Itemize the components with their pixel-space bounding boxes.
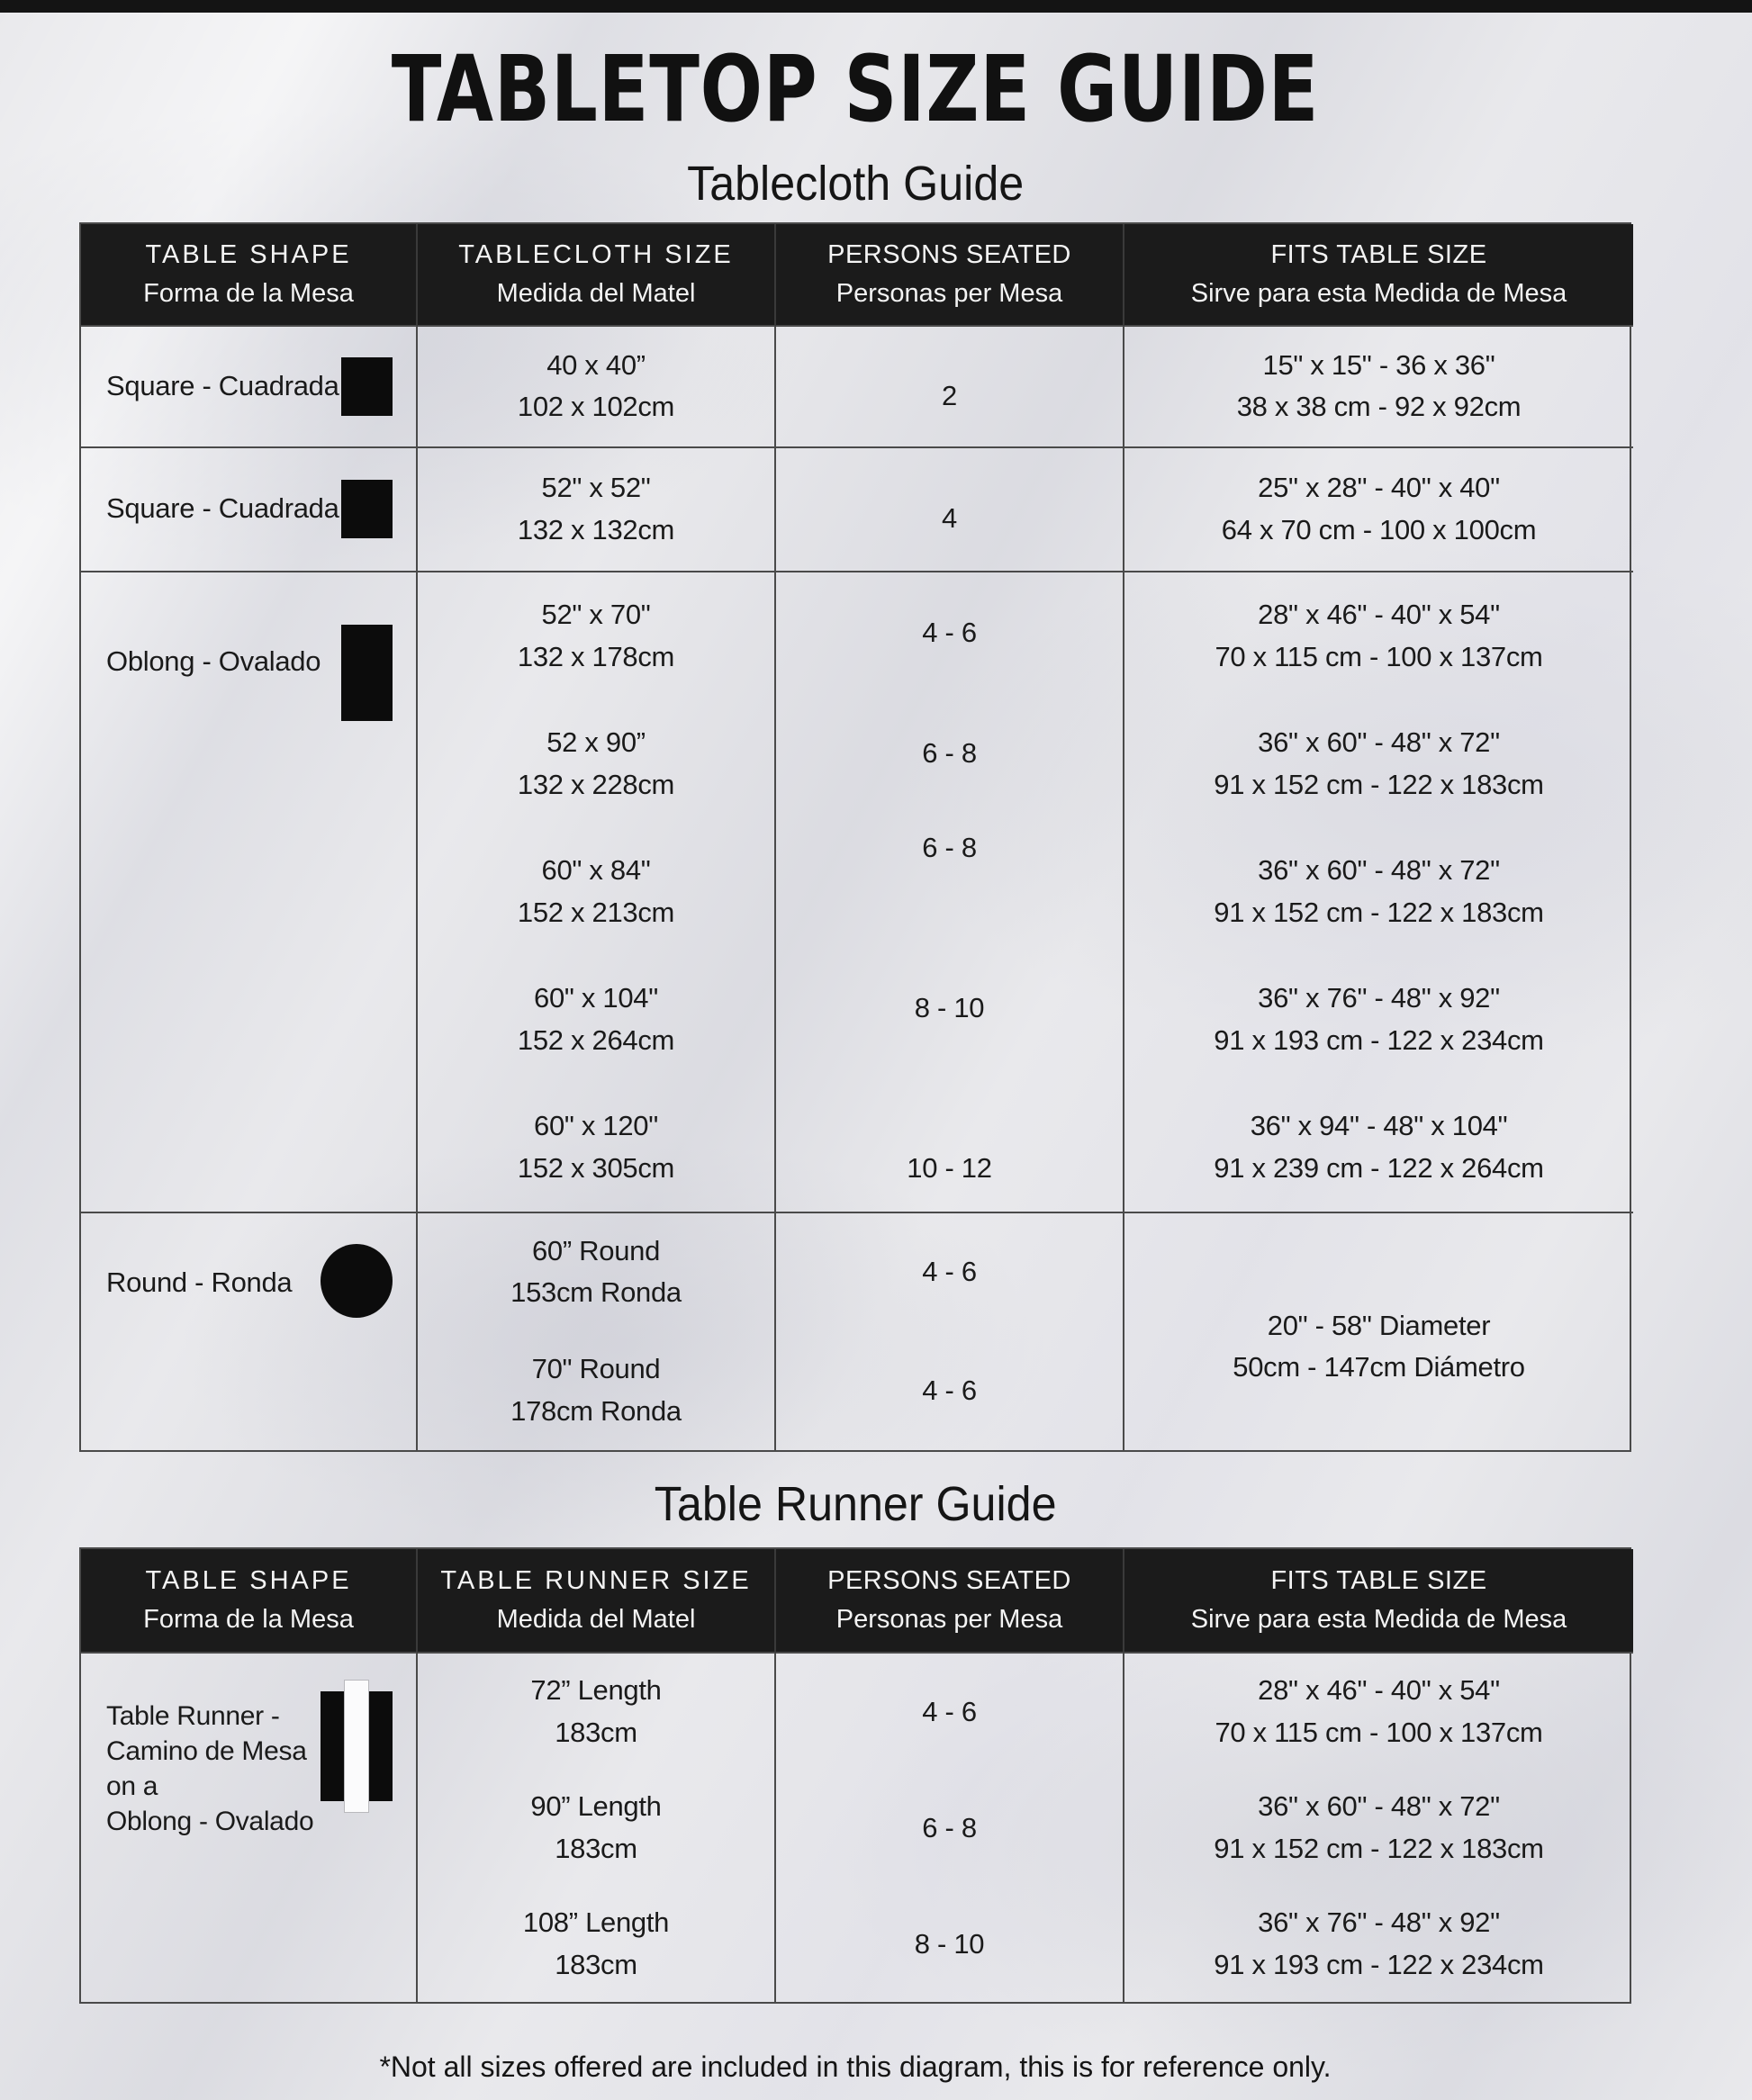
shape-label-line: Camino de Mesa bbox=[106, 1736, 307, 1767]
fits-line: 38 x 38 cm - 92 x 92cm bbox=[1236, 391, 1522, 423]
persons-value: 8 - 10 bbox=[914, 1927, 985, 1960]
header-fits-table-size-es: Sirve para esta Medida de Mesa bbox=[1190, 1605, 1567, 1635]
size-entry bbox=[418, 1331, 774, 1450]
runner-icon bbox=[321, 1691, 393, 1801]
size-line: 153cm Ronda bbox=[510, 1276, 682, 1309]
page-title-text: TABLETOP SIZE GUIDE bbox=[391, 36, 1320, 143]
fits-line: 20" - 58" Diameter bbox=[1267, 1309, 1491, 1341]
shape-cell-square-2 bbox=[81, 448, 418, 572]
size-line: 102 x 102cm bbox=[517, 391, 675, 423]
fits-line: 36" x 76" - 48" x 92" bbox=[1258, 1906, 1500, 1939]
fits-entry bbox=[1124, 1084, 1633, 1212]
footnote: *Not all sizes offered are included in this diagram, this is for reference only. bbox=[379, 2050, 1332, 2084]
fits-cell bbox=[1124, 448, 1633, 572]
persons-value: 4 - 6 bbox=[922, 1374, 977, 1406]
header-fits-table-size bbox=[1124, 224, 1633, 327]
persons-value: 6 - 8 bbox=[922, 831, 977, 863]
header-persons-seated bbox=[776, 1549, 1124, 1654]
fits-line: 91 x 152 cm - 122 x 183cm bbox=[1214, 896, 1544, 928]
tablecloth-guide-title-text: Tablecloth Guide bbox=[686, 157, 1025, 212]
size-line: 60” Round bbox=[531, 1234, 661, 1266]
header-fits-table-size-en: FITS TABLE SIZE bbox=[1270, 239, 1487, 269]
persons-value: 2 bbox=[942, 379, 957, 411]
fits-entry bbox=[1124, 700, 1633, 828]
page-title bbox=[79, 36, 1631, 143]
fits-line: 91 x 239 cm - 122 x 264cm bbox=[1214, 1151, 1544, 1184]
size-line: 70" Round bbox=[531, 1353, 661, 1385]
shape-label-line: Oblong - Ovalado bbox=[106, 1807, 314, 1837]
fits-line: 91 x 193 cm - 122 x 234cm bbox=[1214, 1948, 1544, 1980]
header-persons-seated bbox=[776, 224, 1124, 327]
header-table-shape bbox=[81, 224, 418, 327]
header-persons-seated-es: Personas per Mesa bbox=[835, 278, 1063, 308]
fits-line: 91 x 152 cm - 122 x 183cm bbox=[1214, 1832, 1544, 1864]
header-table-shape-en: TABLE SHAPE bbox=[145, 239, 352, 269]
shape-label: Round - Ronda bbox=[106, 1266, 293, 1298]
size-entry bbox=[418, 828, 774, 956]
square-icon bbox=[341, 357, 393, 416]
persons-value: 4 - 6 bbox=[922, 1256, 977, 1288]
header-table-runner-size bbox=[418, 1549, 776, 1654]
runner-guide-title-text: Table Runner Guide bbox=[654, 1476, 1057, 1531]
fits-line: 36" x 60" - 48" x 72" bbox=[1258, 1790, 1500, 1823]
header-table-shape bbox=[81, 1549, 418, 1654]
size-entry bbox=[418, 956, 774, 1084]
size-cell bbox=[418, 1654, 776, 2002]
header-persons-seated-en: PERSONS SEATED bbox=[827, 239, 1071, 269]
size-line: 72” Length bbox=[530, 1674, 662, 1707]
size-line: 132 x 132cm bbox=[517, 513, 675, 545]
fits-line: 28" x 46" - 40" x 54" bbox=[1258, 1674, 1500, 1707]
size-entry bbox=[418, 1886, 774, 2002]
size-line: 152 x 264cm bbox=[517, 1023, 675, 1056]
persons-cell bbox=[776, 448, 1124, 572]
size-line: 183cm bbox=[555, 1716, 637, 1748]
size-entry bbox=[418, 700, 774, 828]
persons-cell bbox=[776, 327, 1124, 448]
tablecloth-guide-table bbox=[79, 222, 1631, 1452]
fits-entry bbox=[1124, 1654, 1633, 1770]
size-line: 132 x 178cm bbox=[517, 640, 675, 672]
fits-entry bbox=[1124, 1886, 1633, 2002]
header-table-runner-size-en: TABLE RUNNER SIZE bbox=[440, 1566, 752, 1596]
size-line: 183cm bbox=[555, 1948, 637, 1980]
header-table-shape-en: TABLE SHAPE bbox=[145, 1566, 352, 1596]
fits-entry bbox=[1124, 828, 1633, 956]
fits-line: 15" x 15" - 36 x 36" bbox=[1262, 348, 1495, 381]
fits-line: 36" x 94" - 48" x 104" bbox=[1250, 1110, 1508, 1142]
persons-value: 6 - 8 bbox=[922, 737, 977, 770]
persons-value: 10 - 12 bbox=[907, 1152, 992, 1185]
fits-line: 91 x 193 cm - 122 x 234cm bbox=[1214, 1023, 1544, 1056]
header-persons-seated-es: Personas per Mesa bbox=[835, 1605, 1063, 1635]
fits-line: 36" x 60" - 48" x 72" bbox=[1258, 854, 1500, 887]
persons-value: 4 - 6 bbox=[922, 616, 977, 648]
size-line: 152 x 305cm bbox=[517, 1151, 675, 1184]
size-line: 90” Length bbox=[530, 1790, 662, 1823]
shape-cell-round bbox=[81, 1213, 418, 1450]
size-line: 108” Length bbox=[522, 1906, 670, 1939]
size-line: 152 x 213cm bbox=[517, 896, 675, 928]
fits-line: 28" x 46" - 40" x 54" bbox=[1258, 599, 1500, 631]
fits-cell-merged bbox=[1124, 1213, 1633, 1450]
size-entry bbox=[418, 1213, 774, 1332]
fits-line: 64 x 70 cm - 100 x 100cm bbox=[1221, 513, 1537, 545]
persons-value: 4 bbox=[942, 502, 957, 535]
shape-label bbox=[106, 1679, 313, 1839]
size-line: 178cm Ronda bbox=[510, 1394, 682, 1427]
shape-cell-oblong bbox=[81, 572, 418, 1213]
persons-value: 8 - 10 bbox=[914, 991, 985, 1023]
shape-label-line: on a bbox=[106, 1771, 158, 1802]
fits-line: 50cm - 147cm Diámetro bbox=[1233, 1351, 1525, 1383]
size-line: 183cm bbox=[555, 1832, 637, 1864]
header-fits-table-size-es: Sirve para esta Medida de Mesa bbox=[1190, 278, 1567, 308]
fits-cell bbox=[1124, 572, 1633, 1213]
size-cell bbox=[418, 327, 776, 448]
header-persons-seated-en: PERSONS SEATED bbox=[827, 1566, 1071, 1596]
shape-label: Square - Cuadrada bbox=[106, 369, 339, 401]
square-icon bbox=[341, 480, 393, 538]
header-table-shape-es: Forma de la Mesa bbox=[143, 1605, 354, 1635]
header-table-runner-size-es: Medida del Matel bbox=[496, 1605, 696, 1635]
fits-entry bbox=[1124, 1770, 1633, 1886]
fits-line: 70 x 115 cm - 100 x 137cm bbox=[1215, 1716, 1543, 1748]
tablecloth-guide-title bbox=[79, 158, 1631, 210]
size-line: 60" x 84" bbox=[541, 854, 651, 887]
size-line: 52" x 70" bbox=[541, 599, 651, 631]
persons-cell bbox=[776, 1213, 1124, 1450]
size-line: 52 x 90” bbox=[546, 726, 646, 759]
size-line: 60" x 120" bbox=[534, 1110, 658, 1142]
persons-cell bbox=[776, 1654, 1124, 2002]
fits-line: 25" x 28" - 40" x 40" bbox=[1258, 472, 1500, 504]
size-entry bbox=[418, 1084, 774, 1212]
size-line: 52" x 52" bbox=[541, 472, 651, 504]
fits-line: 36" x 76" - 48" x 92" bbox=[1258, 982, 1500, 1014]
size-cell bbox=[418, 1213, 776, 1450]
persons-cell bbox=[776, 572, 1124, 1213]
persons-value: 4 - 6 bbox=[922, 1695, 977, 1727]
header-fits-table-size-en: FITS TABLE SIZE bbox=[1270, 1566, 1487, 1596]
table-runner-guide-table bbox=[79, 1547, 1631, 2004]
shape-cell-runner bbox=[81, 1654, 418, 2002]
shape-label-line: Table Runner - bbox=[106, 1701, 280, 1732]
header-tablecloth-size bbox=[418, 224, 776, 327]
size-line: 132 x 228cm bbox=[517, 768, 675, 800]
fits-entry bbox=[1124, 956, 1633, 1084]
fits-entry bbox=[1124, 572, 1633, 700]
shape-cell-square-1 bbox=[81, 327, 418, 448]
size-cell bbox=[418, 572, 776, 1213]
size-entry bbox=[418, 1654, 774, 1770]
fits-cell bbox=[1124, 1654, 1633, 2002]
size-entry bbox=[418, 1770, 774, 1886]
size-entry bbox=[418, 572, 774, 700]
circle-icon bbox=[321, 1244, 393, 1318]
fits-line: 36" x 60" - 48" x 72" bbox=[1258, 726, 1500, 759]
fits-line: 91 x 152 cm - 122 x 183cm bbox=[1214, 768, 1544, 800]
persons-value: 6 - 8 bbox=[922, 1811, 977, 1843]
fits-cell bbox=[1124, 327, 1633, 448]
shape-label: Oblong - Ovalado bbox=[106, 644, 321, 677]
size-line: 60" x 104" bbox=[534, 982, 658, 1014]
size-line: 40 x 40” bbox=[546, 348, 646, 381]
header-tablecloth-size-es: Medida del Matel bbox=[496, 278, 696, 308]
size-cell bbox=[418, 448, 776, 572]
fits-line: 70 x 115 cm - 100 x 137cm bbox=[1215, 640, 1543, 672]
shape-label: Square - Cuadrada bbox=[106, 492, 339, 525]
header-fits-table-size bbox=[1124, 1549, 1633, 1654]
runner-guide-title bbox=[79, 1476, 1631, 1531]
header-table-shape-es: Forma de la Mesa bbox=[143, 278, 354, 308]
oblong-icon bbox=[341, 625, 393, 721]
runner-stripe bbox=[345, 1681, 368, 1812]
header-tablecloth-size-en: TABLECLOTH SIZE bbox=[458, 239, 734, 269]
